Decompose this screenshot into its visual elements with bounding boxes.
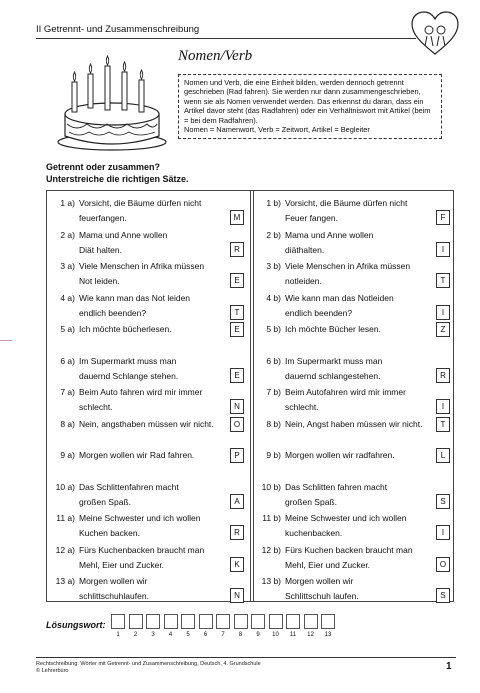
- letter-box: S: [436, 494, 450, 509]
- sentence-line-1: Wie kann man das Notleiden: [285, 292, 394, 303]
- solution-letter-number: 8: [238, 632, 243, 638]
- exercise-row: [47, 417, 453, 449]
- sentence-number: 4 b): [266, 292, 281, 303]
- solution-letter-input[interactable]: [216, 614, 230, 629]
- sentence-line-1: Fürs Kuchen backen braucht man: [285, 544, 413, 555]
- sentence-line-1: Mama und Anne wollen: [285, 229, 374, 240]
- solution-letter-input[interactable]: [286, 614, 300, 629]
- footer-copyright: © Lehrerbüro: [36, 668, 69, 675]
- letter-box: M: [230, 210, 244, 225]
- letter-box: I: [436, 305, 450, 320]
- heart-logo-icon: [410, 10, 460, 56]
- letter-box: T: [436, 417, 450, 432]
- sentence-line-1: Morgen wollen wir Rad fahren.: [79, 450, 195, 460]
- sentence-line-1: Beim Auto fahren wird mir immer: [79, 387, 203, 397]
- solution-letter-number: 1: [116, 632, 120, 638]
- solution-letter-input[interactable]: [111, 614, 125, 629]
- letter-box: T: [436, 273, 450, 288]
- task-instructions: [46, 161, 189, 185]
- exercise-row: [47, 448, 453, 480]
- info-definitions: Nomen = Namenwort, Verb = Zeitwort, Artikel = Begleiter: [184, 125, 370, 135]
- sentence-line-1: Meine Schwester und ich wollen: [79, 513, 201, 523]
- sentence-line-2: Schlittschuh laufen.: [285, 591, 359, 601]
- sentence-line-2: schlecht.: [79, 402, 113, 412]
- sentence-line-1: Morgen wollen wir: [79, 576, 148, 586]
- sentence-number: 6 a): [60, 355, 75, 366]
- sentence-number: 2 a): [60, 229, 75, 240]
- sentence-line-2: Not leiden.: [79, 276, 120, 286]
- letter-box: O: [230, 417, 244, 432]
- sentence-number: 7 b): [266, 387, 281, 397]
- solution-letter-input[interactable]: [164, 614, 178, 629]
- sentence-number: 1 a): [60, 198, 75, 208]
- page-number: 1: [446, 661, 452, 672]
- sentence-number: 9 a): [60, 450, 75, 460]
- sentence-line-1: Meine Schwester und ich wollen: [285, 513, 407, 523]
- sentence-line-1: Mama und Anne wollen: [79, 229, 168, 240]
- sentence-number: 2 b): [266, 229, 281, 240]
- sentence-line-2: schlecht.: [285, 402, 319, 412]
- exercise-row: [47, 259, 453, 291]
- solution-letter-number: 10: [272, 632, 279, 638]
- sentence-line-2: dauernd Schlange stehen.: [79, 370, 179, 381]
- letter-box: I: [436, 242, 450, 257]
- sentence-line-1: Fürs Kuchenbacken braucht man: [79, 544, 205, 555]
- sentence-line-1: Viele Menschen in Afrika müssen: [79, 261, 205, 271]
- sentence-line-2: diäthalten.: [285, 244, 325, 255]
- page-title: Nomen/Verb: [178, 48, 253, 64]
- exercise-row: [47, 385, 453, 417]
- sentence-line-1: Wie kann man das Not leiden: [79, 292, 191, 303]
- sentence-line-2: Mehl, Eier und Zucker.: [79, 559, 165, 570]
- letter-box: A: [230, 494, 244, 509]
- letter-box: E: [230, 368, 244, 383]
- letter-box: O: [436, 557, 450, 572]
- birthday-cake-icon: [55, 52, 170, 152]
- sentence-line-1: Im Supermarkt muss man: [285, 355, 383, 366]
- letter-box: K: [230, 557, 244, 572]
- solution-letter-number: 12: [307, 632, 314, 638]
- exercise-table: [46, 190, 454, 602]
- solution-letter-number: 2: [133, 632, 138, 638]
- sentence-number: 10 b): [261, 481, 281, 492]
- exercise-row: [47, 543, 453, 575]
- sentence-number: 6 b): [266, 355, 281, 366]
- solution-letter-input[interactable]: [146, 614, 160, 629]
- sentence-number: 5 b): [266, 324, 281, 334]
- sentence-line-1: Nein, angsthaben müssen wir nicht.: [79, 418, 214, 429]
- exercise-row: [47, 480, 453, 512]
- sentence-number: 10 a): [55, 481, 75, 492]
- solution-letter-input[interactable]: [234, 614, 248, 629]
- letter-box: N: [230, 399, 244, 414]
- sentence-number: 8 b): [266, 418, 281, 429]
- sentence-line-1: Morgen wollen wir: [285, 576, 354, 586]
- solution-letter-number: 3: [151, 632, 155, 638]
- letter-box: N: [230, 588, 244, 603]
- sentence-line-2: Feuer fangen.: [285, 213, 338, 223]
- sentence-line-2: großen Spaß.: [285, 496, 337, 507]
- solution-letter-input[interactable]: [251, 614, 265, 629]
- letter-box: Z: [436, 322, 450, 337]
- sentence-line-2: feuerfangen.: [79, 213, 127, 223]
- header-divider: [36, 38, 416, 39]
- footer-divider: [36, 657, 456, 658]
- sentence-number: 13 b): [261, 576, 281, 586]
- sentence-number: 4 a): [60, 292, 75, 303]
- sentence-line-2: dauernd schlangestehen.: [285, 370, 381, 381]
- letter-box: T: [230, 305, 244, 320]
- sentence-line-1: Ich möchte Bücher lesen.: [285, 324, 381, 334]
- sentence-line-1: Vorsicht, die Bäume dürfen nicht: [285, 198, 408, 208]
- letter-box: E: [230, 273, 244, 288]
- sentence-number: 13 a): [55, 576, 75, 586]
- sentence-line-1: Im Supermarkt muss man: [79, 355, 177, 366]
- sentence-number: 9 b): [266, 450, 281, 460]
- exercise-row: [47, 354, 453, 386]
- sentence-number: 3 a): [60, 261, 75, 271]
- solution-letter-input[interactable]: [181, 614, 195, 629]
- letter-box: L: [436, 448, 450, 463]
- exercise-row: [47, 196, 453, 228]
- exercise-row: [47, 511, 453, 543]
- exercise-row: [47, 322, 453, 354]
- solution-label: Lösungswort:: [46, 620, 106, 630]
- letter-box: F: [436, 210, 450, 225]
- sentence-line-2: endlich beenden?: [285, 307, 353, 318]
- solution-letter-input[interactable]: [199, 614, 213, 629]
- solution-letter-input[interactable]: [304, 614, 318, 629]
- letter-box: P: [230, 448, 244, 463]
- sentence-number: 7 a): [60, 387, 75, 397]
- sentence-number: 1 b): [266, 198, 281, 208]
- sentence-number: 5 a): [60, 324, 75, 334]
- task-question: Getrennt oder zusammen?: [46, 162, 161, 172]
- solution-letter-number: 5: [186, 632, 190, 638]
- sentence-number: 12 b): [261, 544, 281, 555]
- sentence-line-2: kuchenbacken.: [285, 528, 343, 538]
- sentence-line-1: Das Schlitten fahren macht: [285, 481, 388, 492]
- solution-letter-number: 13: [324, 632, 332, 638]
- solution-letter-input[interactable]: [269, 614, 283, 629]
- sentence-number: 12 a): [55, 544, 75, 555]
- exercise-row: [47, 574, 453, 606]
- solution-letter-input[interactable]: [129, 614, 143, 629]
- info-text: Nomen und Verb, die eine Einheit bilden, werden dennoch getrennt geschrieben (Rad fahren). Sie werden nur dann zusammengeschrieben, wenn sie als Nomen verwendet werden. Das erkennst du daran, dass ein Artikel davor steht (das Radfahren) oder ein Verhältniswort mit Artikel (beim = bei dem Radfahren).: [184, 78, 431, 125]
- sentence-number: 11 b): [262, 513, 281, 523]
- sentence-line-1: Morgen wollen wir radfahren.: [285, 450, 395, 460]
- sentence-number: 8 a): [60, 418, 75, 429]
- letter-box: I: [436, 525, 450, 540]
- sentence-line-1: Vorsicht, die Bäume dürfen nicht: [79, 198, 202, 208]
- letter-box: R: [436, 368, 450, 383]
- sentence-line-1: Nein, Angst haben müssen wir nicht.: [285, 418, 423, 429]
- margin-mark: [0, 340, 12, 341]
- sentence-line-1: Beim Autofahren wird mir immer: [285, 387, 406, 397]
- exercise-row: [47, 291, 453, 323]
- letter-box: I: [436, 399, 450, 414]
- sentence-line-2: schlittschuhlaufen.: [79, 591, 149, 601]
- solution-letter-number: 7: [221, 632, 225, 638]
- letter-box: R: [230, 525, 244, 540]
- solution-letter-input[interactable]: [321, 614, 335, 629]
- sentence-line-2: Mehl, Eier und Zucker.: [285, 559, 371, 570]
- info-box: [178, 74, 442, 139]
- sentence-line-1: Viele Menschen in Afrika müssen: [285, 261, 411, 271]
- task-instruction: Unterstreiche die richtigen Sätze.: [46, 174, 189, 185]
- footer-subject: Rechtschreibung: Wörter mit Getrennt- und Zusammenschreibung, Deutsch, 4. Grundschule: [36, 661, 261, 667]
- letter-box: R: [230, 242, 244, 257]
- sentence-line-2: Kuchen backen.: [79, 528, 140, 538]
- letter-box: E: [230, 322, 244, 337]
- sentence-line-2: großen Spaß.: [79, 496, 131, 507]
- footer: [36, 661, 261, 675]
- sentence-line-1: Das Schlittenfahren macht: [79, 481, 179, 492]
- sentence-line-2: endlich beenden?: [79, 307, 147, 318]
- solution-letter-number: 11: [289, 632, 297, 638]
- exercise-row: [47, 228, 453, 260]
- sentence-number: 11 a): [56, 513, 75, 523]
- solution-letter-number: 9: [256, 632, 260, 638]
- sentence-line-1: Ich möchte bücherlesen.: [79, 324, 172, 334]
- sentence-line-2: notleiden.: [285, 276, 322, 286]
- letter-box: S: [436, 588, 450, 603]
- solution-letter-number: 6: [203, 632, 208, 638]
- sentence-number: 3 b): [266, 261, 281, 271]
- section-header: II Getrennt- und Zusammenschreibung: [36, 24, 200, 35]
- sentence-line-2: Diät halten.: [79, 244, 122, 255]
- solution-letter-number: 4: [168, 632, 173, 638]
